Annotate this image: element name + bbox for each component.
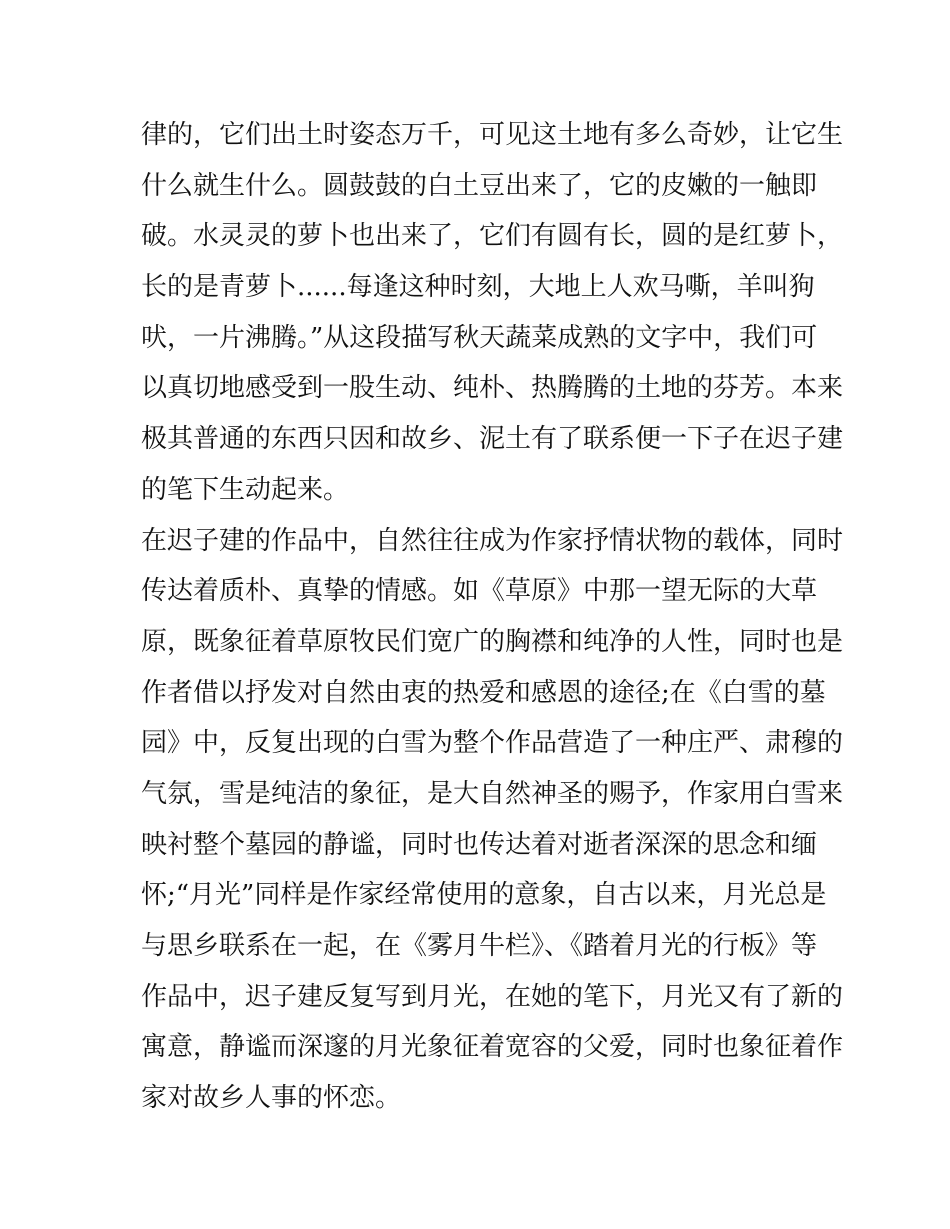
text-line: 极其普通的东西只因和故乡、泥土有了联系便一下子在迟子建 <box>141 424 844 455</box>
text-line: 寓意，静谧而深邃的月光象征着宽容的父爱，同时也象征着作 <box>141 1032 844 1063</box>
text-line: 怀;“月光”同样是作家经常使用的意象，自古以来，月光总是 <box>141 880 827 911</box>
text-line: 映衬整个墓园的静谧，同时也传达着对逝者深深的思念和缅 <box>141 829 818 860</box>
text-line: 律的，它们出土时姿态万千，可见这土地有多么奇妙，让它生 <box>141 120 844 150</box>
text-line: 吠，一片沸腾。”从这段描写秋天蔬菜成熟的文字中，我们可 <box>141 322 818 353</box>
text-line: 作者借以抒发对自然由衷的热爱和感恩的途径;在《白雪的墓 <box>141 677 826 708</box>
text-line: 家对故乡人事的怀恋。 <box>141 1083 402 1114</box>
text-line: 什么就生什么。圆鼓鼓的白土豆出来了，它的皮嫩的一触即 <box>141 170 818 201</box>
text-line: 长的是青萝卜......每逢这种时刻，大地上人欢马嘶，羊叫狗 <box>141 272 815 303</box>
text-line: 的笔下生动起来。 <box>141 474 350 505</box>
text-line: 传达着质朴、真挚的情感。如《草原》中那一望无际的大草 <box>141 576 818 607</box>
text-line: 气氛，雪是纯洁的象征，是大自然神圣的赐予，作家用白雪来 <box>141 778 844 809</box>
text-line: 园》中，反复出现的白雪为整个作品营造了一种庄严、肃穆的 <box>141 728 844 759</box>
text-line: 作品中，迟子建反复写到月光，在她的笔下，月光又有了新的 <box>141 981 844 1012</box>
text-line: 破。水灵灵的萝卜也出来了，它们有圆有长，圆的是红萝卜， <box>141 221 844 252</box>
text-line: 以真切地感受到一股生动、纯朴、热腾腾的土地的芬芳。本来 <box>141 373 844 404</box>
text-line: 原，既象征着草原牧民们宽广的胸襟和纯净的人性，同时也是 <box>141 626 844 657</box>
text-line: 与思乡联系在一起，在《雾月牛栏》、《踏着月光的行板》等 <box>141 931 818 961</box>
text-line: 在迟子建的作品中，自然往往成为作家抒情状物的载体，同时 <box>141 525 844 556</box>
body-text <box>141 110 844 1124</box>
